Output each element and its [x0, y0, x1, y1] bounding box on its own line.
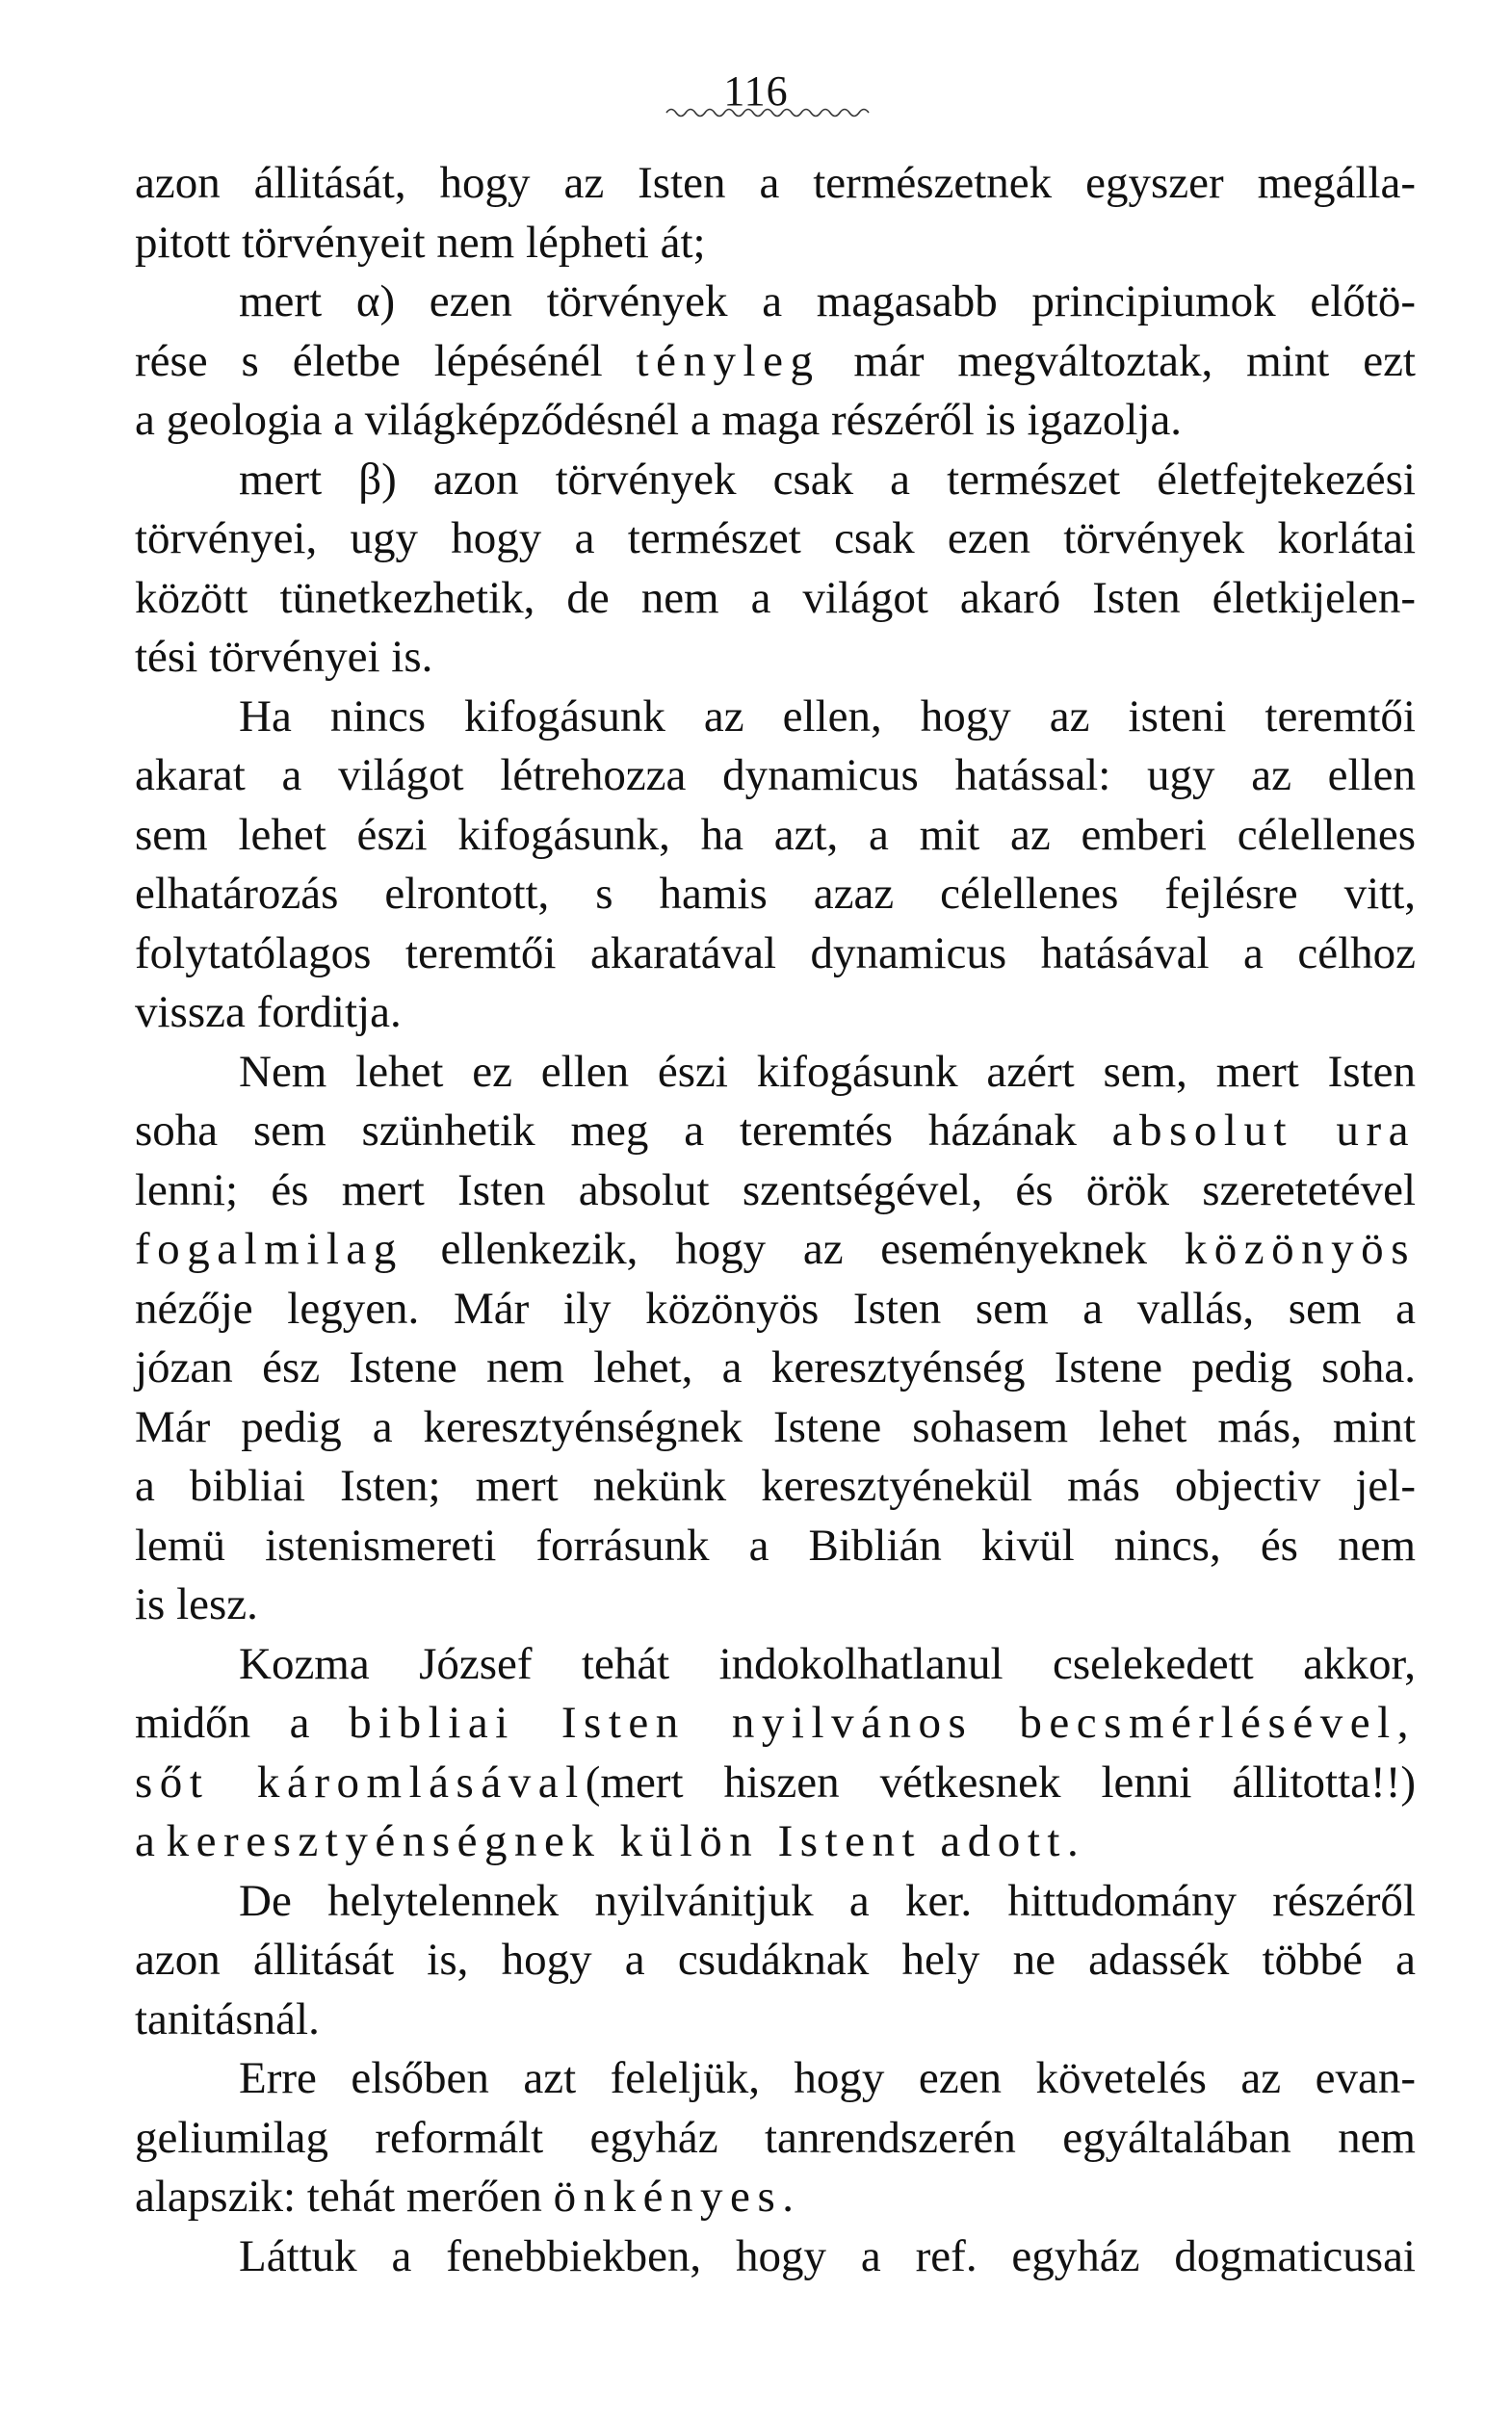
text-line: sem lehet észi kifogásunk, ha azt, a mit az emberi célellenes — [135, 809, 1416, 860]
text-line: a bibliai Isten; mert nekünk keresztyénekül más objectiv jel- — [135, 1461, 1416, 1511]
text-line — [135, 1694, 1416, 1754]
text-run: alapszik: tehát merően — [135, 2172, 554, 2222]
text-line — [135, 332, 1416, 392]
text-line: pitott törvényeit nem lépheti át; — [135, 217, 706, 268]
emphasized-text: fogalmilag — [135, 1224, 404, 1274]
text-line: között tünetkezhetik, de nem a világot akaró Isten életkijelen- — [135, 572, 1416, 623]
text-run: midőn a — [135, 1698, 350, 1748]
text-line — [135, 1812, 1416, 1872]
text-run: soha sem szünhetik meg a teremtés házának — [135, 1106, 1112, 1156]
text-line — [135, 1754, 1416, 1813]
page-number-ornament — [665, 104, 876, 121]
text-line: Ha nincs kifogásunk az ellen, hogy az isteni teremtői — [239, 690, 1416, 742]
text-line: folytatólagos teremtői akaratával dynamicus hatásával a célhoz — [135, 927, 1416, 978]
text-run: ellenkezik, hogy az eseményeknek — [403, 1224, 1185, 1274]
text-line: tési törvényei is. — [135, 632, 433, 682]
text-line: azon állitását is, hogy a csudáknak hely ne adassék többé a — [135, 1935, 1416, 1985]
emphasized-text: bibliai Isten nyilvános becsmérlésével, — [349, 1698, 1416, 1748]
text-line: vissza forditja. — [135, 987, 402, 1037]
text-line — [135, 1102, 1416, 1161]
text-line: Nem lehet ez ellen észi kifogásunk azért sem, mert Isten — [239, 1046, 1416, 1097]
text-line: azon állitását, hogy az Isten a természetnek egyszer megálla- — [135, 158, 1416, 208]
text-line: józan ész Istene nem lehet, a keresztyénség Istene pedig soha. — [135, 1342, 1416, 1393]
text-run: rése s életbe lépésénél — [135, 335, 637, 386]
text-line — [135, 1220, 1416, 1280]
emphasized-text: tényleg — [636, 335, 821, 386]
text-line: elhatározás elrontott, s hamis azaz célellenes fejlésre vitt, — [135, 869, 1416, 919]
text-line: tanitásnál. — [135, 1993, 320, 2044]
text-line: a geologia a világképződésnél a maga részéről is igazolja. — [135, 395, 1183, 445]
text-line: is lesz. — [135, 1579, 258, 1629]
emphasized-text: sőt káromlásával — [135, 1757, 586, 1808]
text-line: Már pedig a keresztyénségnek Istene sohasem lehet más, mint — [135, 1401, 1416, 1452]
body-text — [135, 154, 1416, 2286]
text-line: lemü istenismereti forrásunk a Biblián kivül nincs, és nem — [135, 1520, 1416, 1571]
text-line: De helytelennek nyilvánitjuk a ker. hittudomány részéről — [239, 1875, 1416, 1926]
page-number: 116 — [723, 67, 789, 115]
emphasized-text: keresztyénségnek külön Istent adott. — [166, 1816, 1086, 1866]
text-line: mert α) ezen törvények a magasabb principiumok előtö- — [239, 276, 1416, 326]
text-line: nézője legyen. Már ily közönyös Isten sem a vallás, sem a — [135, 1283, 1416, 1334]
text-line: mert β) azon törvények csak a természet életfejtekezési — [239, 454, 1416, 505]
text-line: Láttuk a fenebbiekben, hogy a ref. egyház dogmaticusai — [239, 2230, 1416, 2281]
text-run: már megváltoztak, mint ezt — [820, 335, 1416, 386]
text-line: lenni; és mert Isten absolut szentségével, és örök szeretetével — [135, 1164, 1416, 1215]
emphasized-text: absolut ura — [1111, 1106, 1416, 1156]
text-run: a — [135, 1816, 167, 1866]
emphasized-text: önkényes. — [553, 2172, 801, 2222]
text-line: Kozma József tehát indokolhatlanul cselekedett akkor, — [239, 1638, 1416, 1689]
text-line: geliumilag reformált egyház tanrendszerén egyáltalában nem — [135, 2112, 1416, 2163]
text-line: Erre elsőben azt feleljük, hogy ezen követelés az evan- — [239, 2053, 1416, 2103]
text-run: (mert hiszen vétkesnek lenni állitotta!!) — [585, 1757, 1416, 1808]
text-line: akarat a világot létrehozza dynamicus hatással: ugy az ellen — [135, 750, 1416, 800]
text-line: törvényei, ugy hogy a természet csak ezen törvények korlátai — [135, 513, 1416, 563]
text-line — [135, 2168, 1416, 2227]
emphasized-text: közönyös — [1184, 1224, 1416, 1274]
